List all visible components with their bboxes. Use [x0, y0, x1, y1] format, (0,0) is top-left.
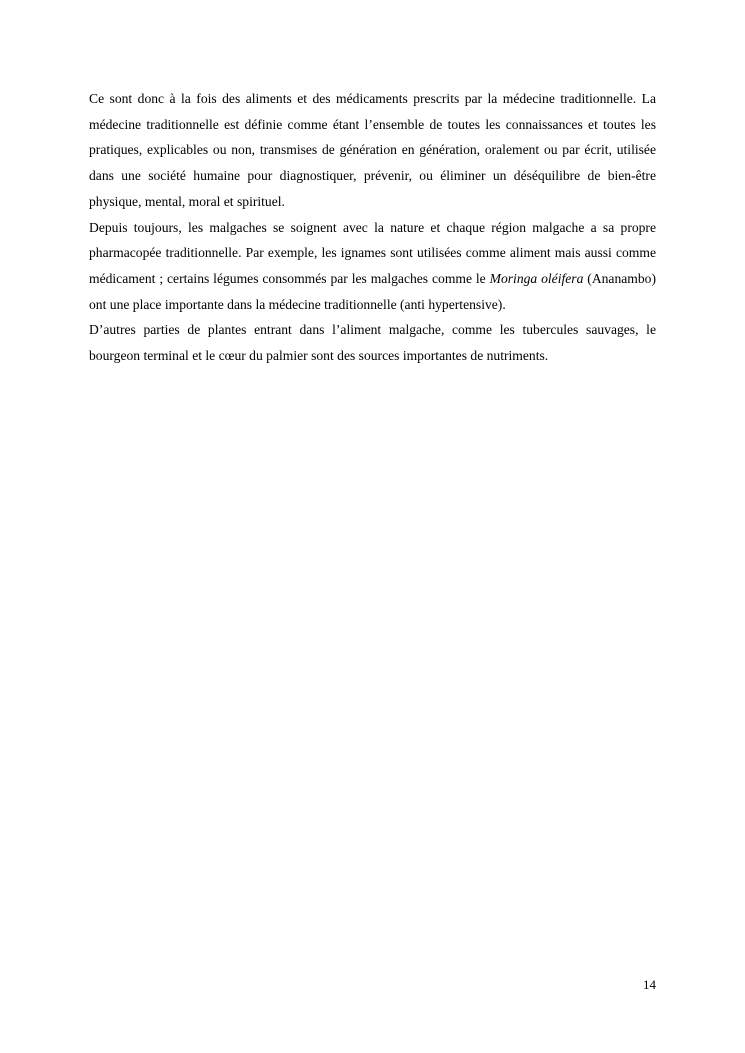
page-number: 14 — [643, 977, 656, 992]
species-name: Moringa oléifera — [489, 270, 584, 286]
paragraph-2 — [89, 215, 656, 318]
paragraph-2-text-start: Depuis toujours, les malgaches se soignent avec la nature et chaque région malgache a sa propre pharmacopée traditionnelle. Par exemple, les ignames sont utilisées comme aliment mais aussi comme médicament ; certains légumes consommés par les malgaches comme le — [89, 219, 656, 286]
paragraph-1 — [89, 86, 656, 215]
paragraph-2-text-end: (Ananambo) ont une place importante dans la médecine traditionnelle (anti hypertensive). — [89, 270, 656, 312]
body-text — [89, 86, 656, 369]
paragraph-3 — [89, 317, 656, 368]
paragraph-1-text: Ce sont donc à la fois des aliments et des médicaments prescrits par la médecine traditionnelle. La médecine traditionnelle est définie comme étant l’ensemble de toutes les connaissances et toutes les pratiques, explicables ou non, transmises de génération en génération, oralement ou par écrit, utilisée dans une société humaine pour diagnostiquer, prévenir, ou éliminer un déséquilibre de bien-être physique, mental, moral et spirituel. — [89, 91, 656, 209]
paragraph-3-text: D’autres parties de plantes entrant dans l’aliment malgache, comme les tubercules sauvages, le bourgeon terminal et le cœur du palmier sont des sources importantes de nutriments. — [89, 322, 656, 364]
